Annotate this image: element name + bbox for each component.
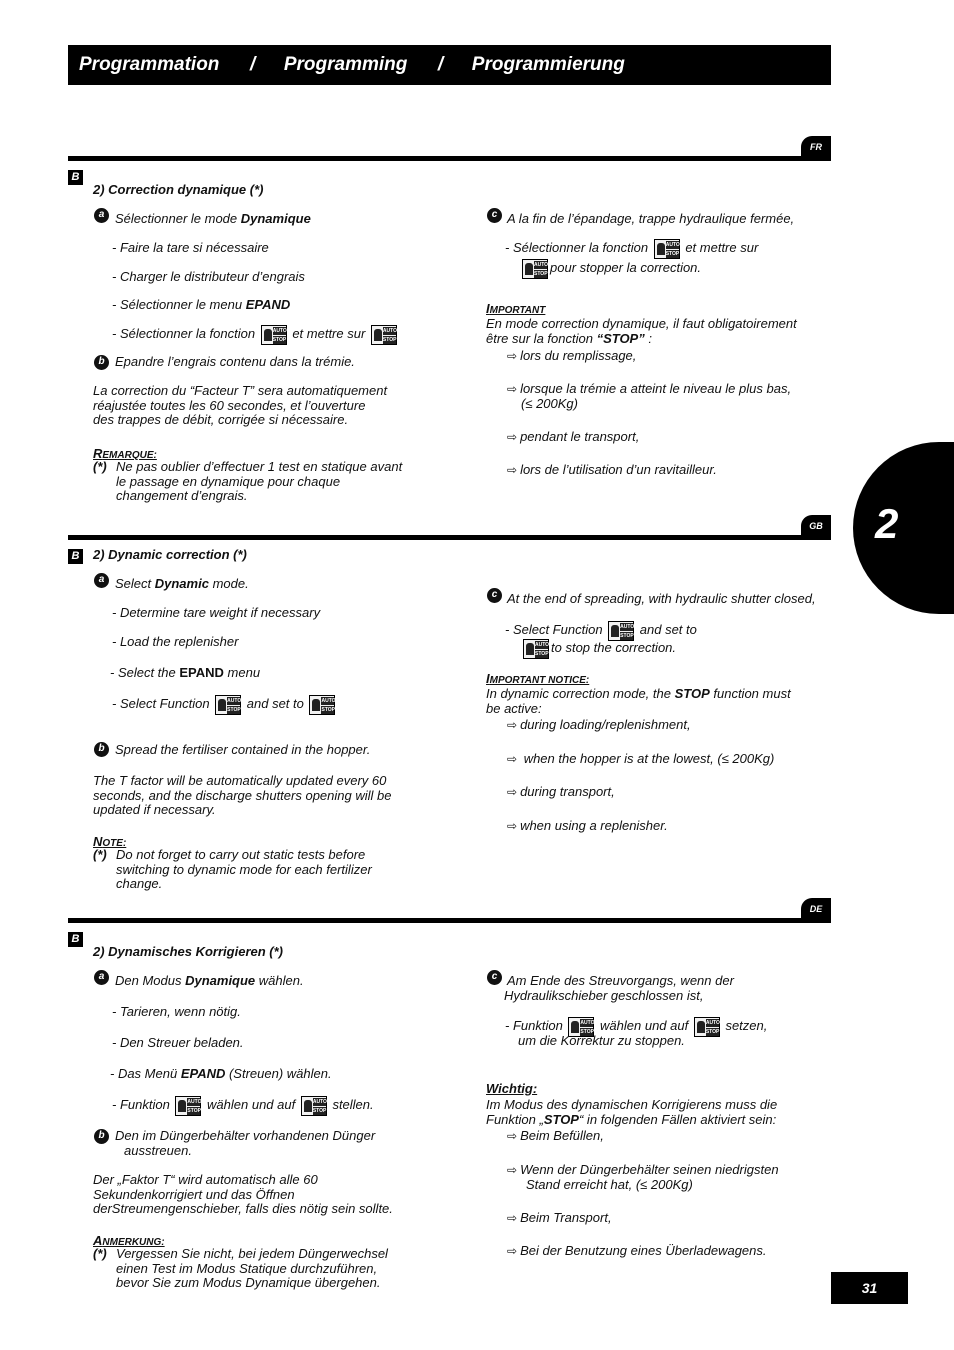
de-imp-item-1: ⇨ Beim Befüllen, — [507, 1128, 604, 1143]
de-imp-item-2: ⇨ Wenn der Düngerbehälter seinen niedrigsten Stand erreicht hat, (≤ 200Kg) — [507, 1162, 779, 1192]
gb-line-4: - Select Function AUTO STOP and set to AUTO STOP — [112, 696, 336, 713]
auto-stop-icon: AUTO STOP — [608, 621, 634, 641]
gb-line-3: - Select the EPAND menu — [110, 665, 261, 680]
auto-stop-icon: AUTO STOP — [654, 239, 680, 259]
arrow-icon: ⇨ — [507, 1163, 518, 1177]
fr-step-b-marker: b — [94, 355, 109, 370]
fr-remark: Ne pas oublier d’effectuer 1 test en statique avant le passage en dynamique pour chaque changement d’engrais. — [116, 459, 403, 503]
fr-important-heading: IMPORTANT — [486, 301, 546, 316]
fr-c-line-2: AUTO STOP pour stopper la correction. — [520, 258, 701, 279]
fr-imp-item-1: ⇨ lors du remplissage, — [507, 348, 637, 363]
header-en: Programming — [283, 54, 408, 75]
fr-line-4: - Sélectionner la fonction AUTO STOP et mettre sur AUTO STOP — [112, 326, 397, 343]
gb-step-b: Spread the fertiliser contained in the hopper. — [115, 742, 371, 757]
fr-imp-item-2: ⇨ lorsque la trémie a atteint le niveau le plus bas, (≤ 200Kg) — [507, 381, 792, 411]
page-number: 31 — [831, 1272, 908, 1304]
gb-step-a-marker: a — [94, 573, 109, 588]
fr-step-a-marker: a — [94, 208, 109, 223]
de-important: Im Modus des dynamischen Korrigierens muss die Funktion „STOP“ in folgenden Fällen aktiviert sein: — [486, 1097, 778, 1127]
arrow-icon: ⇨ — [507, 349, 518, 363]
de-step-c: Am Ende des Streuvorgangs, wenn der Hydraulikschieber geschlossen ist, — [504, 973, 734, 1003]
lang-tag-gb: GB — [801, 515, 831, 537]
stop-icon: AUTO STOP — [371, 325, 397, 345]
gb-note-star: (*) — [93, 847, 107, 862]
de-step-a: Den Modus Dynamique wählen. — [115, 973, 304, 988]
fr-step-a: Sélectionner le mode Dynamique — [115, 211, 311, 226]
arrow-icon: ⇨ — [507, 382, 518, 396]
de-line-3: - Das Menü EPAND (Streuen) wählen. — [110, 1066, 332, 1081]
gb-imp-item-3: ⇨ during transport, — [507, 784, 615, 799]
gb-c-line-1: - Select Function AUTO STOP and set to — [505, 622, 697, 639]
fr-remark-star: (*) — [93, 459, 107, 474]
fr-paragraph: La correction du “Facteur T” sera automatiquement réajustée toutes les 60 secondes, et l’ouverture des trappes de débit, corrigée si nécessaire. — [93, 383, 388, 427]
stop-icon: AUTO STOP — [522, 259, 548, 279]
arrow-icon: ⇨ — [507, 463, 518, 477]
fr-imp-item-4: ⇨ lors de l’utilisation d’un ravitailleur. — [507, 462, 717, 477]
de-c-line-2: um die Korrektur zu stoppen. — [518, 1033, 685, 1048]
fr-step-c-marker: c — [487, 208, 502, 223]
gb-paragraph: The T factor will be automatically updated every 60 seconds, and the discharge shutters opening will be updated if necessary. — [93, 773, 392, 817]
gb-c-line-2: AUTO STOP to stop the correction. — [521, 638, 676, 659]
header-de: Programmierung — [471, 54, 625, 75]
auto-stop-icon: AUTO STOP — [568, 1017, 594, 1037]
fr-remark-heading: REMARQUE: — [93, 446, 157, 461]
gb-step-a: Select Dynamic mode. — [115, 576, 249, 591]
gb-imp-item-4: ⇨ when using a replenisher. — [507, 818, 668, 833]
gb-important-heading: IMPORTANT NOTICE: — [486, 671, 590, 686]
stop-icon: AUTO STOP — [301, 1096, 327, 1116]
de-remark: Vergessen Sie nicht, bei jedem Düngerwechsel einen Test im Modus Statique durchzuführen, bevor Sie zum Modus Dynamique übergehen. — [116, 1246, 388, 1290]
de-step-a-marker: a — [94, 970, 109, 985]
arrow-icon: ⇨ — [507, 752, 518, 766]
de-paragraph: Der „Faktor T“ wird automatisch alle 60 Sekundenkorrigiert und das Öffnen derStreumengenschieber, falls dies nötig sein sollte. — [93, 1172, 393, 1216]
de-c-line-1: - Funktion AUTO STOP wählen und auf AUTO STOP setzen, — [505, 1018, 768, 1035]
stop-icon: AUTO STOP — [309, 695, 335, 715]
chapter-number: 2 — [875, 500, 899, 547]
de-line-1: - Tarieren, wenn nötig. — [112, 1004, 241, 1019]
auto-stop-icon: AUTO STOP — [215, 695, 241, 715]
de-step-b: Den im Düngerbehälter vorhandenen Dünger ausstreuen. — [115, 1128, 376, 1158]
fr-important: En mode correction dynamique, il faut obligatoirement être sur la fonction “STOP” : — [486, 316, 797, 346]
auto-stop-icon: AUTO STOP — [175, 1096, 201, 1116]
arrow-icon: ⇨ — [507, 785, 518, 799]
fr-step-b: Epandre l’engrais contenu dans la trémie. — [115, 354, 355, 369]
fr-line-2: - Charger le distributeur d’engrais — [112, 269, 305, 284]
gb-line-1: - Determine tare weight if necessary — [112, 605, 321, 620]
gb-important: In dynamic correction mode, the STOP function must be active: — [486, 686, 791, 716]
de-step-b-marker: b — [94, 1129, 109, 1144]
de-line-2: - Den Streuer beladen. — [112, 1035, 244, 1050]
fr-step-c: A la fin de l’épandage, trappe hydraulique fermée, — [507, 211, 795, 226]
arrow-icon: ⇨ — [507, 1244, 518, 1258]
chapter-tab — [853, 442, 954, 614]
stop-icon: AUTO STOP — [523, 639, 549, 659]
section-rule-gb — [68, 535, 831, 540]
de-step-c-marker: c — [487, 970, 502, 985]
gb-imp-item-1: ⇨ during loading/replenishment, — [507, 717, 691, 732]
arrow-icon: ⇨ — [507, 1129, 518, 1143]
fr-title: 2) Correction dynamique (*) — [93, 182, 264, 197]
de-remark-star: (*) — [93, 1246, 107, 1261]
section-rule-fr — [68, 156, 831, 161]
section-rule-de — [68, 918, 831, 923]
section-marker-fr: B — [68, 170, 83, 185]
page-header — [68, 45, 831, 85]
lang-tag-fr: FR — [801, 136, 831, 158]
de-imp-item-4: ⇨ Bei der Benutzung eines Überladewagens. — [507, 1243, 767, 1258]
arrow-icon: ⇨ — [507, 819, 518, 833]
lang-tag-de: DE — [801, 898, 831, 920]
gb-imp-item-2: ⇨ when the hopper is at the lowest, (≤ 200Kg) — [507, 751, 775, 766]
fr-line-1: - Faire la tare si nécessaire — [112, 240, 269, 255]
header-fr: Programmation — [79, 54, 220, 75]
stop-icon: AUTO STOP — [694, 1017, 720, 1037]
gb-step-c: At the end of spreading, with hydraulic shutter closed, — [507, 591, 816, 606]
fr-line-3: - Sélectionner le menu EPAND — [112, 297, 291, 312]
de-title: 2) Dynamisches Korrigieren (*) — [93, 944, 284, 959]
gb-note-heading: NOTE: — [93, 834, 127, 849]
de-line-4: - Funktion AUTO STOP wählen und auf AUTO STOP stellen. — [112, 1097, 374, 1114]
gb-title: 2) Dynamic correction (*) — [93, 547, 247, 562]
gb-step-b-marker: b — [94, 742, 109, 757]
gb-note: Do not forget to carry out static tests before switching to dynamic mode for each fertilizer change. — [116, 847, 372, 891]
arrow-icon: ⇨ — [507, 430, 518, 444]
gb-line-2: - Load the replenisher — [112, 634, 239, 649]
auto-stop-icon: AUTO STOP — [261, 325, 287, 345]
de-remark-heading: ANMERKUNG: — [93, 1233, 165, 1248]
de-imp-item-3: ⇨ Beim Transport, — [507, 1210, 612, 1225]
arrow-icon: ⇨ — [507, 718, 518, 732]
header-sep-2: / — [437, 54, 444, 75]
gb-step-c-marker: c — [487, 588, 502, 603]
de-important-heading: Wichtig: — [486, 1081, 538, 1096]
section-marker-de: B — [68, 932, 83, 947]
section-marker-gb: B — [68, 549, 83, 564]
fr-c-line-1: - Sélectionner la fonction AUTO STOP et mettre sur — [505, 240, 759, 257]
fr-imp-item-3: ⇨ pendant le transport, — [507, 429, 640, 444]
arrow-icon: ⇨ — [507, 1211, 518, 1225]
header-sep-1: / — [249, 54, 256, 75]
